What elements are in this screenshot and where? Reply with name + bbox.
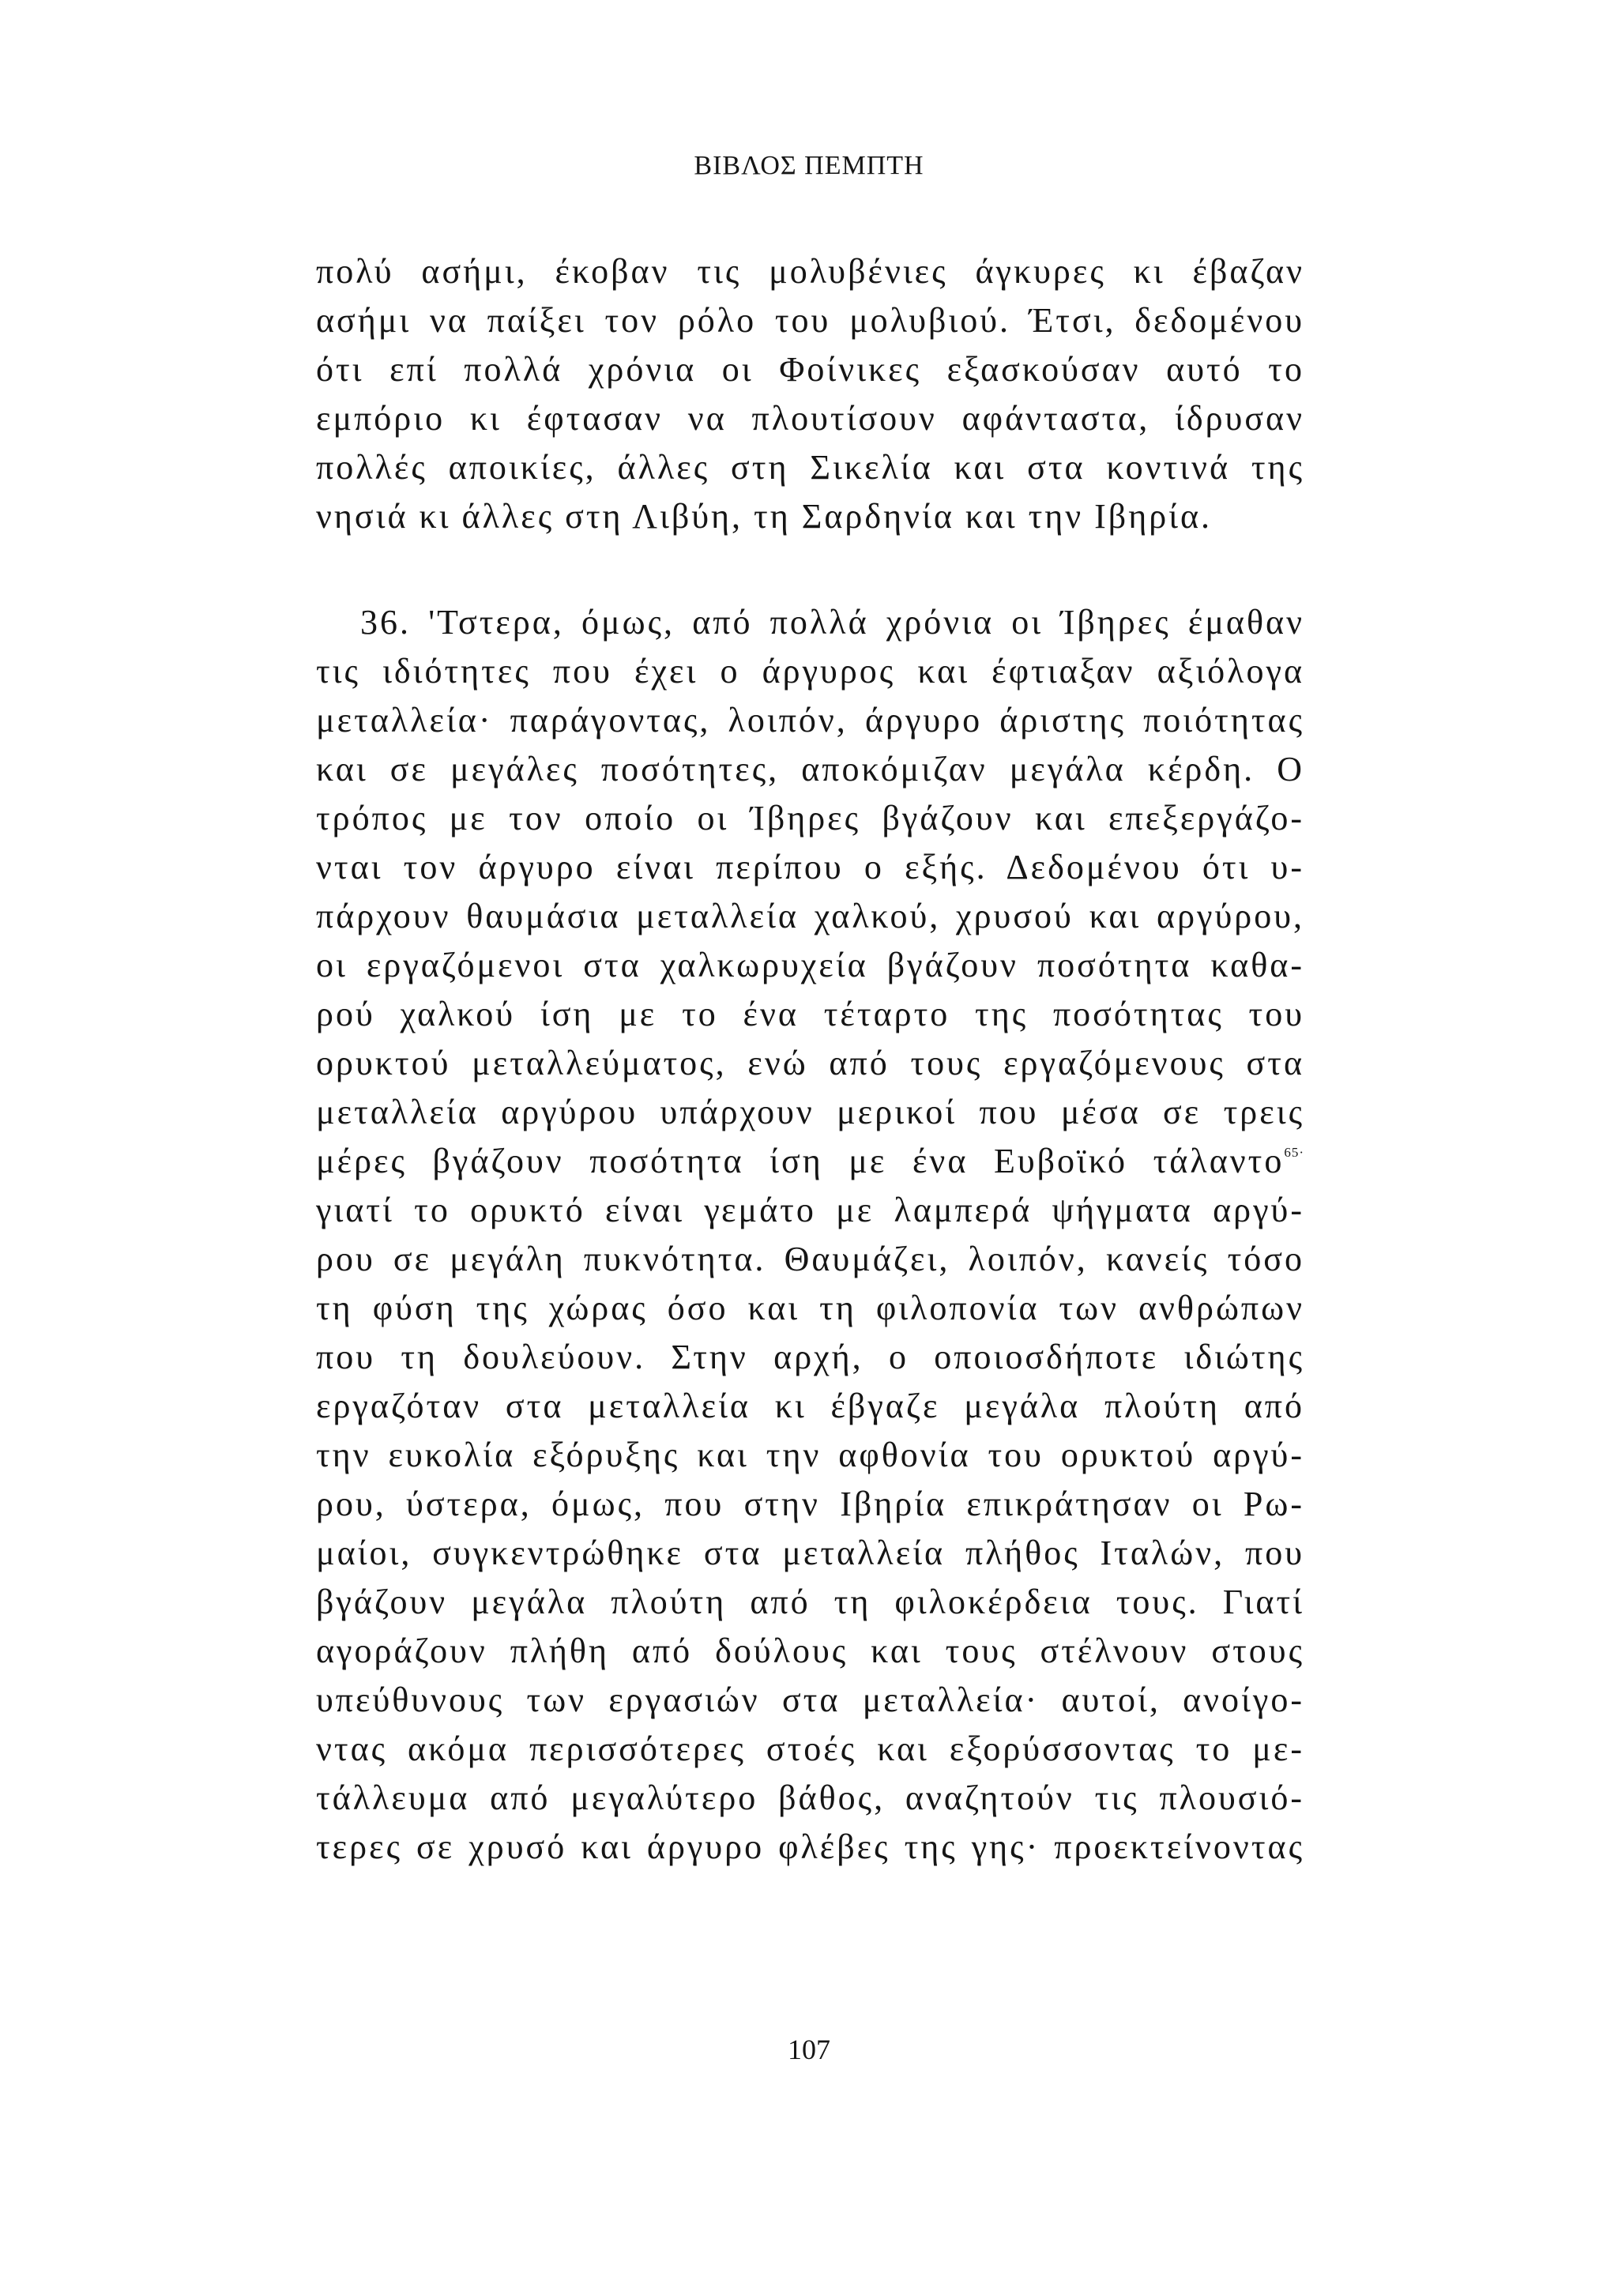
text-line: την ευκολία εξόρυξης και την αφθονία του ορυκτού αργύ-	[316, 1436, 1304, 1474]
text-line: οι εργαζόμενοι στα χαλκωρυχεία βγάζουν ποσότητα καθα-	[316, 946, 1304, 984]
text-line: ντας ακόμα περισσότερες στοές και εξορύσσοντας το με-	[316, 1730, 1304, 1768]
text-line-content: μέρες βγάζουν ποσότητα ίση με ένα Ευβοϊκό τάλαντο	[316, 1142, 1285, 1180]
text-line: πολλές αποικίες, άλλες στη Σικελία και στα κοντινά της	[316, 448, 1304, 487]
text-line: αγοράζουν πλήθη από δούλους και τους στέλνουν στους	[316, 1632, 1304, 1670]
text-line	[316, 1137, 1302, 1186]
text-line: πάρχουν θαυμάσια μεταλλεία χαλκού, χρυσού και αργύρου,	[316, 897, 1304, 935]
page-number: 107	[788, 2034, 830, 2065]
text-line: υπεύθυνους των εργασιών στα μεταλλεία· αυτοί, ανοίγο-	[316, 1681, 1304, 1719]
text-line: εργαζόταν στα μεταλλεία κι έβγαζε μεγάλα πλούτη από	[316, 1387, 1304, 1425]
text-line: ορυκτού μεταλλεύματος, ενώ από τους εργαζόμενους στα	[316, 1044, 1304, 1082]
text-line: και σε μεγάλες ποσότητες, αποκόμιζαν μεγάλα κέρδη. Ο	[316, 750, 1304, 789]
text-line: νησιά κι άλλες στη Λιβύη, τη Σαρδηνία και την Ιβηρία.	[316, 497, 1213, 536]
paragraph	[316, 247, 1302, 541]
text-line: πολύ ασήμι, έκοβαν τις μολυβένιες άγκυρες κι έβαζαν	[316, 252, 1304, 291]
text-line: ασήμι να παίξει τον ρόλο του μολυβιού. Έτσι, δεδομένου	[316, 301, 1304, 340]
text-line: που τη δουλεύουν. Στην αρχή, ο οποιοσδήποτε ιδιώτης	[316, 1338, 1304, 1376]
text-line: γιατί το ορυκτό είναι γεμάτο με λαμπερά ψήγματα αργύ-	[316, 1191, 1304, 1229]
paragraph	[316, 598, 1302, 1872]
text-line: τη φύση της χώρας όσο και τη φιλοπονία των ανθρώπων	[316, 1289, 1304, 1327]
text-line: τις ιδιότητες που έχει ο άργυρος και έφτιαξαν αξιόλογα	[316, 652, 1304, 691]
text-line: ρου, ύστερα, όμως, που στην Ιβηρία επικράτησαν οι Ρω-	[316, 1485, 1304, 1523]
text-line: εμπόριο κι έφτασαν να πλουτίσουν αφάνταστα, ίδρυσαν	[316, 399, 1304, 438]
text-line: ρού χαλκού ίση με το ένα τέταρτο της ποσότητας του	[316, 995, 1304, 1033]
running-head: ΒΙΒΛΟΣ ΠΕΜΠΤΗ	[694, 151, 924, 180]
text-line: μεταλλεία· παράγοντας, λοιπόν, άργυρο άριστης ποιότητας	[316, 701, 1304, 740]
text-line: 36. 'Τστερα, όμως, από πολλά χρόνια οι Ίβηρες έμαθαν	[360, 603, 1304, 642]
text-line: νται τον άργυρο είναι περίπου ο εξής. Δεδομένου ότι υ-	[316, 848, 1304, 886]
text-line: ρου σε μεγάλη πυκνότητα. Θαυμάζει, λοιπόν, κανείς τόσο	[316, 1240, 1304, 1278]
footnote-marker: 65·	[1284, 1145, 1304, 1160]
text-line: τάλλευμα από μεγαλύτερο βάθος, αναζητούν τις πλουσιό-	[316, 1778, 1304, 1817]
text-line: μαίοι, συγκεντρώθηκε στα μεταλλεία πλήθος Ιταλών, που	[316, 1534, 1304, 1572]
text-line: ότι επί πολλά χρόνια οι Φοίνικες εξασκούσαν αυτό το	[316, 350, 1304, 389]
text-line: μεταλλεία αργύρου υπάρχουν μερικοί που μέσα σε τρεις	[316, 1093, 1304, 1131]
text-line: βγάζουν μεγάλα πλούτη από τη φιλοκέρδεια τους. Γιατί	[316, 1583, 1304, 1621]
text-line: τερες σε χρυσό και άργυρο φλέβες της γης· προεκτείνοντας	[316, 1827, 1304, 1866]
text-line: τρόπος με τον οποίο οι Ίβηρες βγάζουν και επεξεργάζο-	[316, 799, 1304, 837]
